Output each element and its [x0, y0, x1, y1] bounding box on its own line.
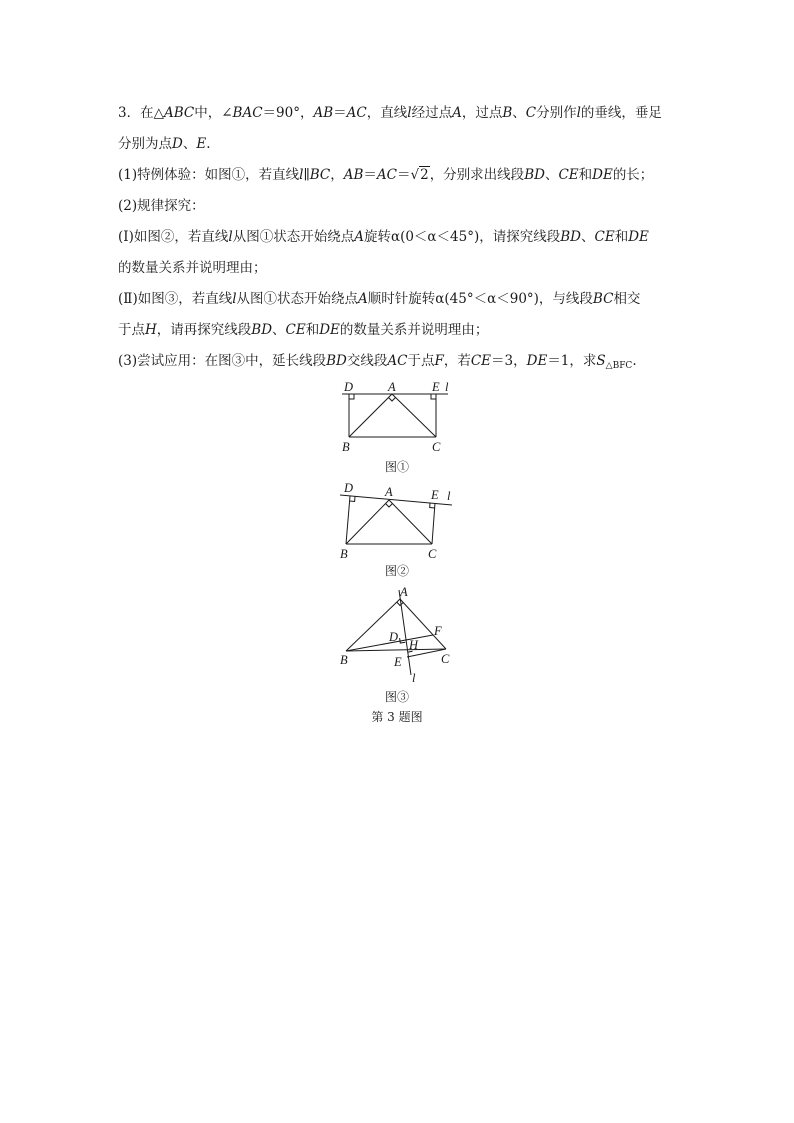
question-2-i: (Ⅰ)如图②，若直线l从图①状态开始绕点A旋转α(0＜α＜45°)，请探究线段BD、CE和DE: [118, 229, 649, 245]
label-B: B: [342, 440, 350, 454]
figure-1: [330, 380, 460, 460]
figure-3: [330, 585, 460, 685]
segment-BC: [346, 649, 446, 651]
figure-3-caption: 图③: [384, 690, 409, 704]
segment-AB: [346, 500, 389, 544]
label-E: E: [394, 655, 402, 669]
label-D: D: [389, 630, 399, 644]
figure-group-caption: 第 3 题图: [371, 710, 423, 724]
figure-1-caption: 图①: [384, 460, 409, 474]
question-1: (1)特例体验：如图①，若直线l∥BC，AB＝AC＝√2，分别求出线段BD、CE和DE的长；: [118, 160, 688, 191]
label-A: A: [400, 585, 408, 599]
label-C: C: [432, 440, 441, 454]
label-D: D: [344, 481, 354, 495]
segment-BD: [346, 496, 350, 544]
right-angle-D: [350, 497, 355, 502]
question-3: (3)尝试应用：在图③中，延长线段BD交线段AC于点F，若CE＝3，DE＝1，求$S_{\triangle BFC}$.: [118, 353, 637, 371]
label-E: E: [431, 488, 439, 502]
right-angle-A: [389, 398, 396, 402]
sqrt-symbol: √2: [410, 167, 429, 183]
right-angle-A: [397, 602, 404, 606]
label-H: H: [409, 638, 419, 652]
problem-3: [118, 98, 688, 382]
question-2-ii: (Ⅱ)如图③，若直线l从图①状态开始绕点A顺时针旋转α(45°＜α＜90°)，与线段BC相交: [118, 291, 641, 307]
segment-AC: [392, 394, 436, 437]
question-2-ii-line2: 于点H，请再探究线段BD、CE和DE的数量关系并说明理由；: [118, 322, 489, 338]
figure-3-diagram: [330, 585, 460, 685]
label-l: l: [447, 489, 451, 503]
segment-CE: [432, 503, 435, 544]
figure-2: [330, 482, 460, 564]
label-B: B: [340, 547, 348, 561]
right-angle-A: [386, 504, 393, 508]
segment-AC: [389, 500, 432, 544]
label-C: C: [428, 547, 437, 561]
figure-1-diagram: [330, 380, 460, 460]
label-B: B: [340, 653, 348, 667]
figure-2-caption: 图②: [384, 564, 409, 578]
label-l: l: [445, 380, 449, 394]
figure-2-diagram: [330, 482, 460, 564]
label-A: A: [385, 485, 393, 499]
problem-stem: 3．在△ABC中，∠BAC＝90°，AB＝AC，直线l经过点A，过点B、C分别作l的垂线，垂足: [118, 105, 662, 121]
label-C: C: [441, 652, 450, 666]
label-D: D: [344, 380, 354, 394]
label-l: l: [412, 671, 416, 685]
label-E: E: [432, 380, 440, 394]
question-2-i-line2: 的数量关系并说明理由；: [118, 260, 267, 276]
problem-stem-line2: 分别为点D、E.: [118, 136, 211, 152]
right-angle-E: [431, 394, 436, 399]
right-angle-D: [349, 394, 354, 399]
label-F: F: [434, 624, 442, 638]
question-2-title: (2)规律探究：: [118, 198, 205, 214]
segment-AB: [349, 394, 392, 437]
label-A: A: [388, 380, 396, 394]
